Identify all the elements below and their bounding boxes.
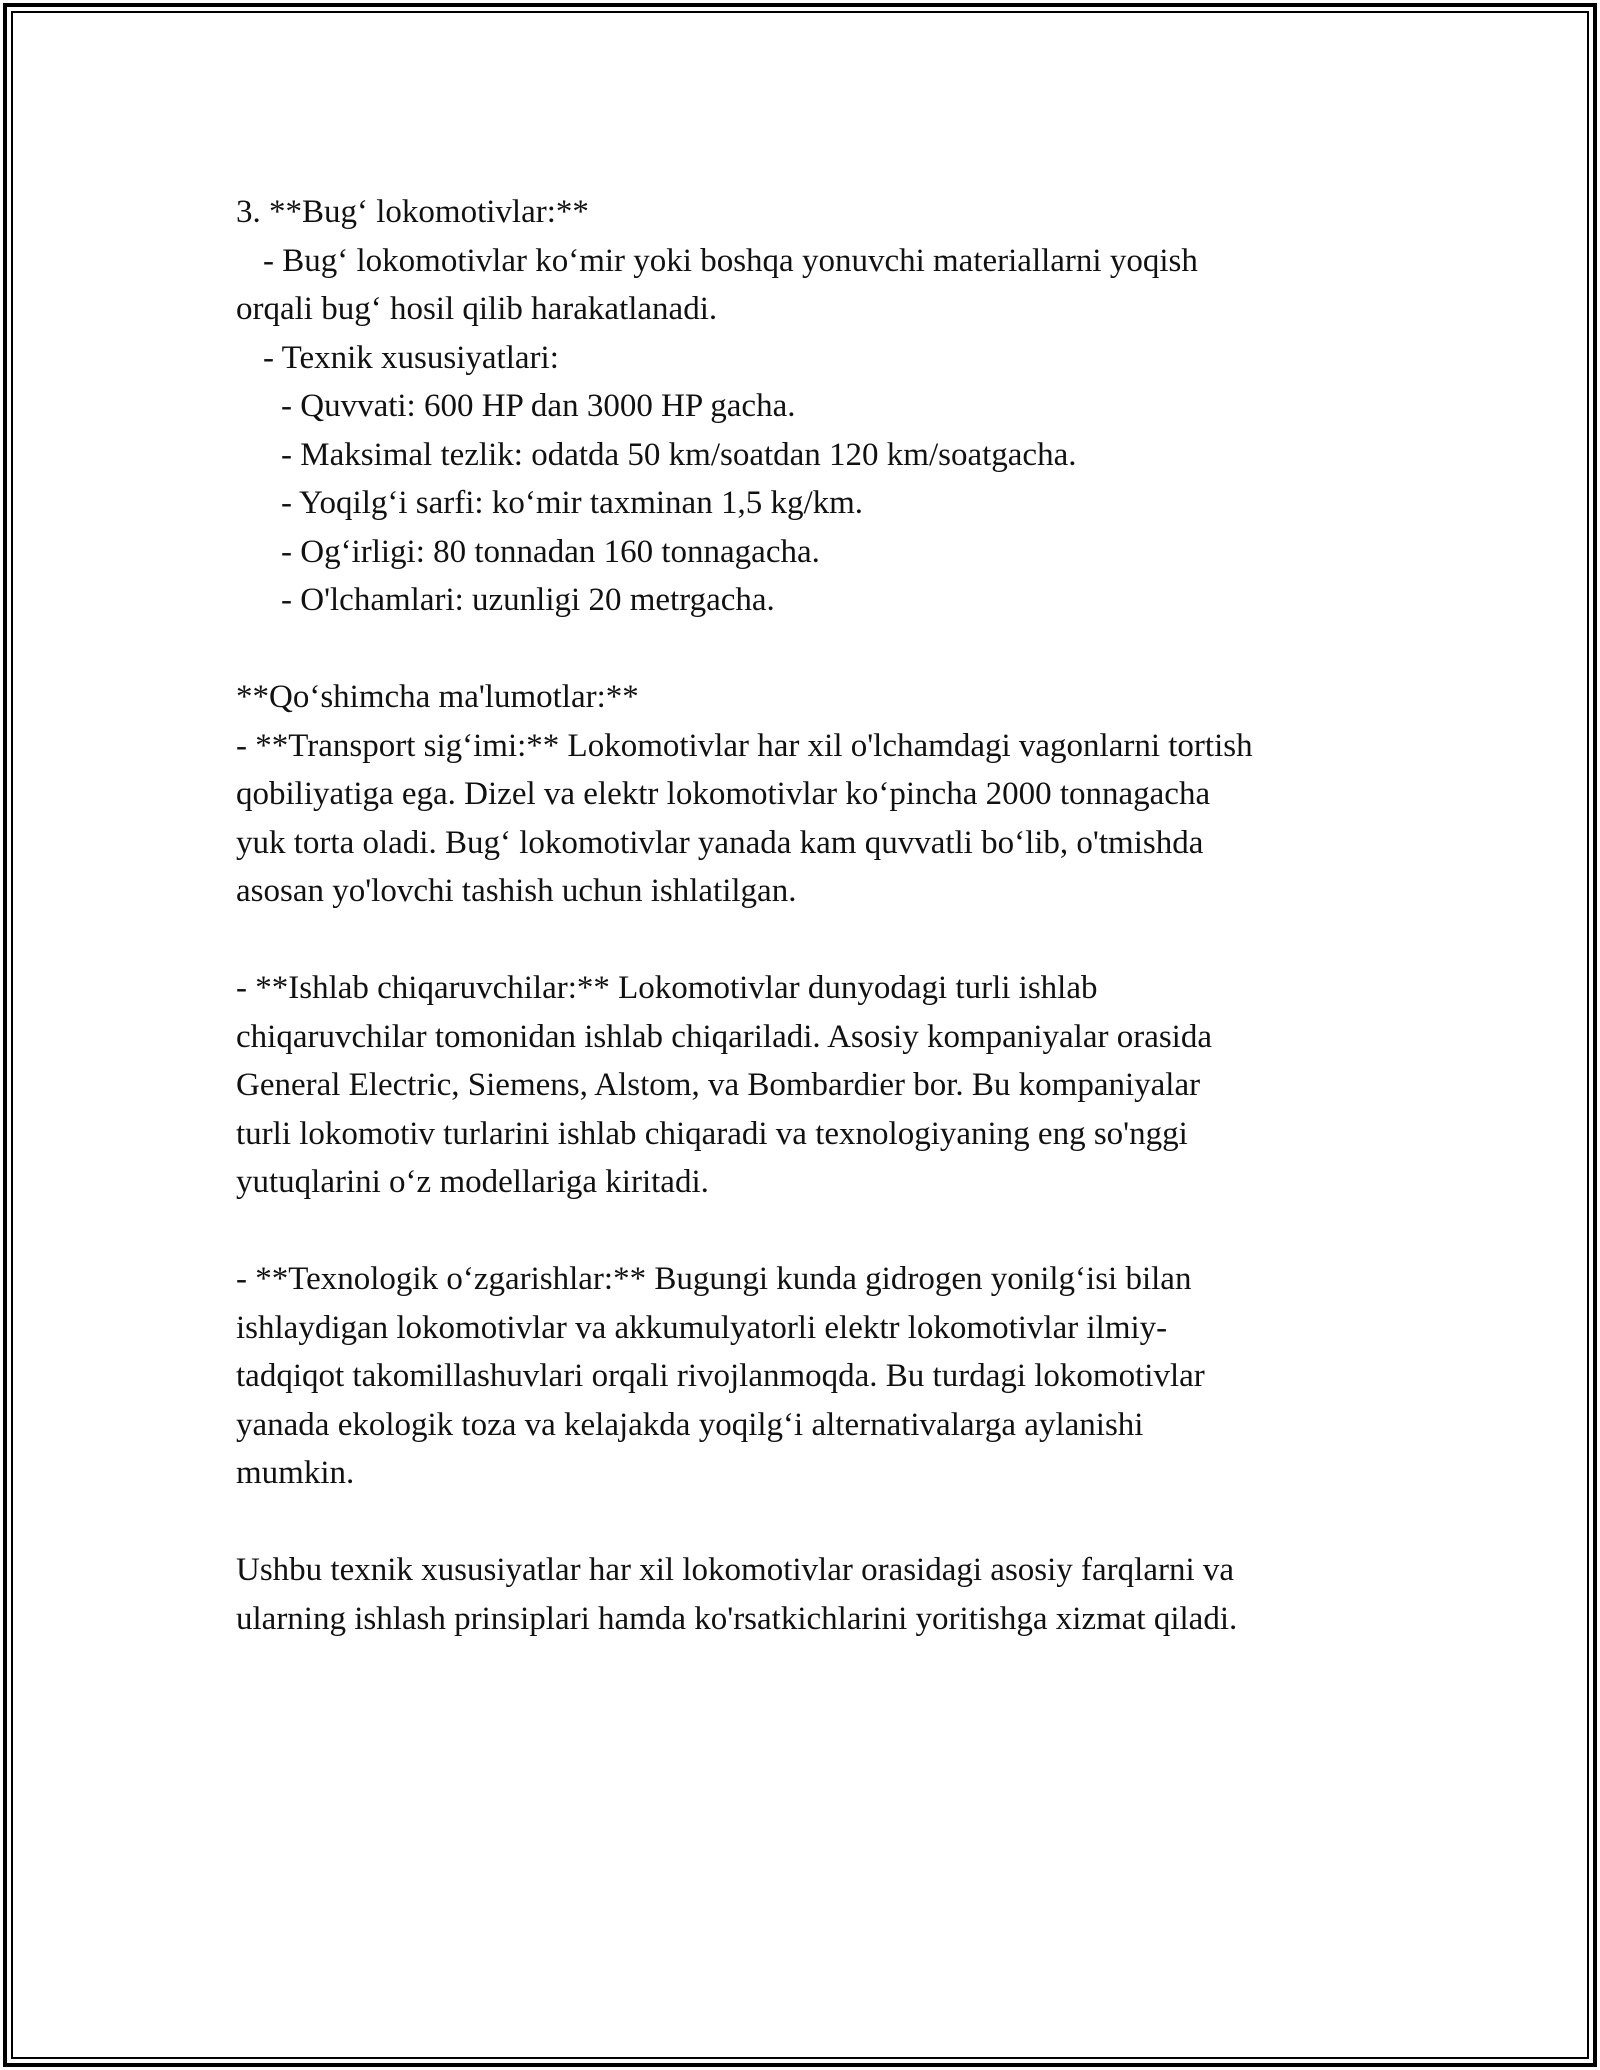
paragraph-line: yutuqlarini o‘z modellariga kiritadi. [236, 1164, 709, 1200]
section-description-line: orqali bug‘ hosil qilib harakatlanadi. [236, 291, 718, 327]
paragraph-line: yanada ekologik toza va kelajakda yoqilg‘i alternativalarga aylanishi [236, 1406, 1144, 1443]
paragraph-line: yuk torta oladi. Bug‘ lokomotivlar yanada kam quvvatli bo‘lib, o'tmishda [236, 824, 1204, 861]
spec-item: - O'lchamlari: uzunligi 20 metrgacha. [281, 582, 775, 618]
paragraph-line: - **Transport sig‘imi:** Lokomotivlar har xil o'lchamdagi vagonlarni tortish [236, 727, 1253, 764]
spec-item: - Maksimal tezlik: odatda 50 km/soatdan 120 km/soatgacha. [281, 436, 1077, 473]
conclusion-line: ularning ishlash prinsiplari hamda ko'rsatkichlarini yoritishga xizmat qiladi. [236, 1600, 1238, 1637]
paragraph-spacer [236, 625, 1396, 674]
document-body [236, 188, 1396, 1643]
spec-item: - Og‘irligi: 80 tonnadan 160 tonnagacha. [281, 533, 820, 570]
section-description-line: - Bug‘ lokomotivlar ko‘mir yoki boshqa yonuvchi materiallarni yoqish [263, 242, 1198, 279]
paragraph-line: General Electric, Siemens, Alstom, va Bombardier bor. Bu kompaniyalar [236, 1067, 1201, 1103]
paragraph-line: tadqiqot takomillashuvlari orqali rivojlanmoqda. Bu turdagi lokomotivlar [236, 1358, 1205, 1394]
paragraph-spacer [236, 1207, 1396, 1256]
paragraph-spacer [236, 916, 1396, 965]
paragraph-line: - **Ishlab chiqaruvchilar:** Lokomotivlar dunyodagi turli ishlab [236, 970, 1098, 1006]
specs-label: - Texnik xususiyatlari: [263, 339, 559, 376]
paragraph-line: chiqaruvchilar tomonidan ishlab chiqariladi. Asosiy kompaniyalar orasida [236, 1018, 1212, 1055]
spec-item: - Quvvati: 600 HP dan 3000 HP gacha. [281, 388, 796, 424]
paragraph-line: - **Texnologik o‘zgarishlar:** Bugungi kunda gidrogen yonilg‘isi bilan [236, 1261, 1192, 1297]
paragraph-line: qobiliyatiga ega. Dizel va elektr lokomotivlar ko‘pincha 2000 tonnagacha [236, 776, 1211, 812]
paragraph-line: ishlaydigan lokomotivlar va akkumulyatorli elektr lokomotivlar ilmiy- [236, 1309, 1168, 1346]
paragraph-spacer [236, 1498, 1396, 1547]
conclusion-line: Ushbu texnik xususiyatlar har xil lokomotivlar orasidagi asosiy farqlarni va [236, 1552, 1235, 1588]
paragraph-line: asosan yo'lovchi tashish uchun ishlatilgan. [236, 873, 797, 909]
paragraph-line: mumkin. [236, 1455, 355, 1491]
additional-heading: **Qo‘shimcha ma'lumotlar:** [236, 679, 639, 715]
spec-item: - Yoqilg‘i sarfi: ko‘mir taxminan 1,5 kg/km. [281, 485, 864, 521]
paragraph-line: turli lokomotiv turlarini ishlab chiqaradi va texnologiyaning eng so'nggi [236, 1115, 1188, 1152]
section-heading: 3. **Bug‘ lokomotivlar:** [236, 194, 589, 230]
